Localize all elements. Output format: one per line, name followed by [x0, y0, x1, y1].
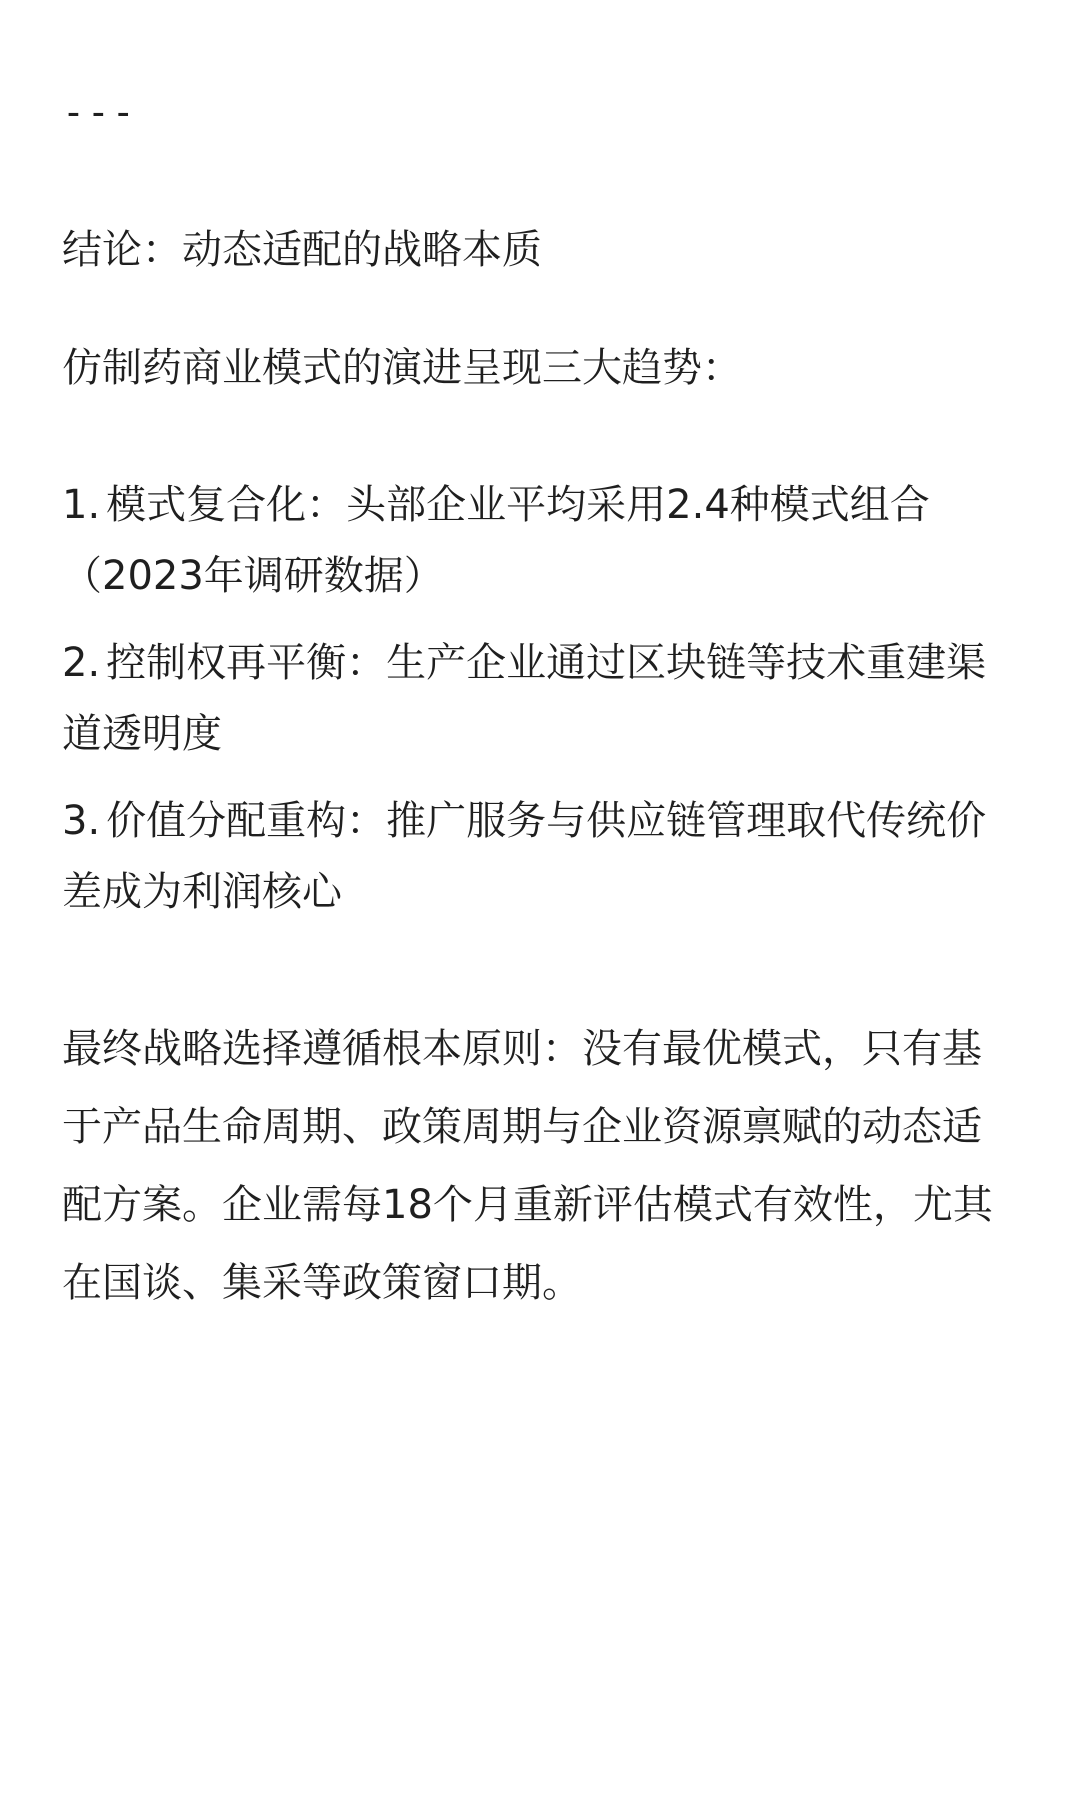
separator-line: --- — [62, 90, 137, 134]
list-item-number: 2. — [62, 640, 101, 686]
list-item-text: 模式复合化：头部企业平均采用2.4种模式组合（2023年调研数据） — [62, 482, 930, 599]
conclusion-paragraph: 最终战略选择遵循根本原则：没有最优模式，只有基于产品生命周期、政策周期与企业资源禀赋的动态适配方案。企业需每18个月重新评估模式有效性，尤其在国谈、集采等政策窗口期。 — [62, 1026, 993, 1306]
trend-list — [62, 470, 1018, 928]
list-item-number: 1. — [62, 482, 101, 528]
section-heading: 结论：动态适配的战略本质 — [62, 227, 542, 273]
list-item-text: 控制权再平衡：生产企业通过区块链等技术重建渠道透明度 — [62, 640, 987, 757]
list-item — [62, 628, 1018, 770]
list-item — [62, 786, 1018, 928]
list-item-text: 价值分配重构：推广服务与供应链管理取代传统价差成为利润核心 — [62, 798, 987, 915]
intro-paragraph: 仿制药商业模式的演进呈现三大趋势： — [62, 345, 742, 391]
list-item-number: 3. — [62, 798, 101, 844]
list-item — [62, 470, 1018, 612]
